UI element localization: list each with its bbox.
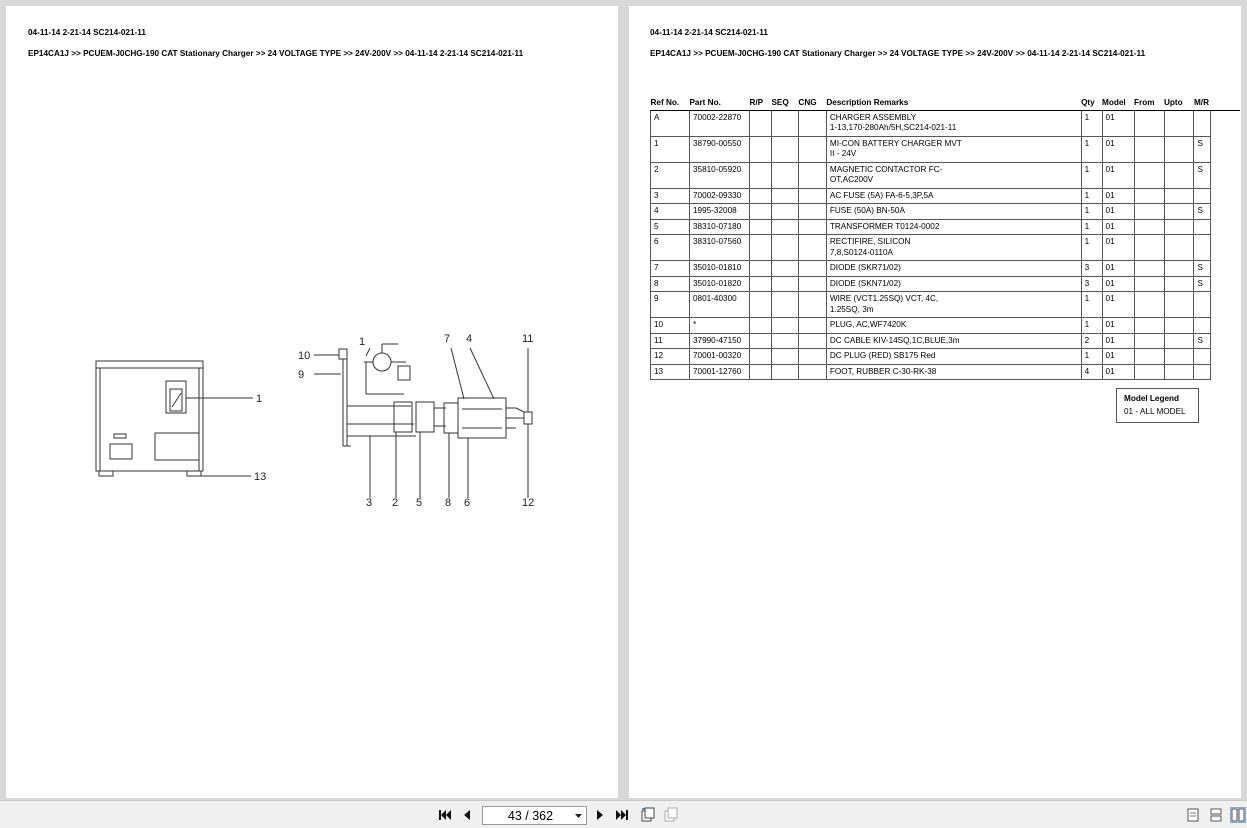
cell-rp [749, 110, 771, 136]
battery-charger-unit [373, 353, 391, 371]
cell-ref-no: 12 [651, 349, 690, 365]
cell-ref-no: 2 [651, 162, 690, 188]
cell-cng [798, 261, 826, 277]
table-row [651, 188, 1241, 204]
cell-rp [749, 276, 771, 292]
cell-mr: S [1194, 333, 1211, 349]
prev-page-icon [462, 809, 472, 821]
cell-part-no: * [689, 318, 749, 334]
cell-from [1134, 292, 1164, 318]
rotate-disabled-button[interactable] [663, 807, 679, 823]
cell-from [1134, 276, 1164, 292]
cell-model: 01 [1102, 261, 1134, 277]
cell-ref-no: 3 [651, 188, 690, 204]
table-row [651, 110, 1241, 136]
cell-seq [771, 204, 798, 220]
cell-mr [1194, 349, 1211, 365]
cell-model: 01 [1102, 292, 1134, 318]
cell-qty: 1 [1081, 235, 1102, 261]
col-header-from: From [1134, 94, 1164, 110]
table-row [651, 349, 1241, 365]
rotate-button[interactable] [640, 807, 656, 823]
cell-from [1134, 235, 1164, 261]
cell-rp [749, 261, 771, 277]
cell-qty: 1 [1081, 188, 1102, 204]
cell-description: PLUG, AC,WF7420K [826, 318, 1081, 334]
table-row [651, 204, 1241, 220]
cell-part-no: 70002-09330 [689, 188, 749, 204]
cell-description: MAGNETIC CONTACTOR FC- OT,AC200V [826, 162, 1081, 188]
cell-ref-no: 1 [651, 136, 690, 162]
table-row [651, 235, 1241, 261]
cell-description: RECTIFIRE, SILICON 7,8,S0124-0110A [826, 235, 1081, 261]
continuous-view-button[interactable] [1208, 807, 1224, 823]
continuous-view-icon [1210, 808, 1222, 822]
table-header-row [651, 94, 1241, 110]
table-row [651, 136, 1241, 162]
cell-mr: S [1194, 204, 1211, 220]
cell-model: 01 [1102, 333, 1134, 349]
single-page-view-button[interactable] [1185, 807, 1201, 823]
cell-from [1134, 318, 1164, 334]
cell-ref-no: 4 [651, 204, 690, 220]
cell-seq [771, 292, 798, 318]
col-header-upto: Upto [1164, 94, 1194, 110]
cell-model: 01 [1102, 219, 1134, 235]
cell-description: DIODE (SKR71/02) [826, 261, 1081, 277]
col-header-mr: M/R [1194, 94, 1211, 110]
cell-description: MI-CON BATTERY CHARGER MVT II - 24V [826, 136, 1081, 162]
cell-qty: 1 [1081, 318, 1102, 334]
left-page [6, 6, 618, 798]
cell-description: TRANSFORMER T0124-0002 [826, 219, 1081, 235]
col-header-seq: SEQ [771, 94, 798, 110]
cell-rp [749, 333, 771, 349]
callout-3: 3 [366, 497, 373, 509]
cell-seq [771, 162, 798, 188]
cell-mr: S [1194, 261, 1211, 277]
cell-mr: S [1194, 276, 1211, 292]
cell-cng [798, 349, 826, 365]
cell-mr [1194, 364, 1211, 380]
callout-6: 6 [464, 497, 471, 509]
cell-qty: 1 [1081, 219, 1102, 235]
cell-ref-no: 8 [651, 276, 690, 292]
legend-title: Model Legend [1124, 394, 1180, 403]
callout-4: 4 [466, 333, 473, 345]
cell-upto [1164, 333, 1194, 349]
cell-upto [1164, 349, 1194, 365]
chevron-down-icon [575, 814, 582, 818]
parts-table [650, 94, 1240, 380]
cell-ref-no: 5 [651, 219, 690, 235]
callout-9: 9 [298, 369, 305, 381]
cell-cng [798, 136, 826, 162]
charger-meter-panel [166, 381, 186, 413]
charger-exploded-diagram [6, 6, 618, 798]
table-row [651, 276, 1241, 292]
cell-seq [771, 276, 798, 292]
cell-description: DIODE (SKN71/02) [826, 276, 1081, 292]
cell-upto [1164, 235, 1194, 261]
cell-part-no: 70001-12760 [689, 364, 749, 380]
callout-5: 5 [416, 497, 423, 509]
right-page [629, 6, 1241, 798]
cell-ref-no: 9 [651, 292, 690, 318]
cell-upto [1164, 292, 1194, 318]
cell-rp [749, 162, 771, 188]
cell-ref-no: A [651, 110, 690, 136]
cell-description: DC CABLE KIV-14SQ,1C,BLUE,3m [826, 333, 1081, 349]
charger-cabinet [96, 361, 203, 471]
cell-qty: 1 [1081, 136, 1102, 162]
single-page-view-icon [1187, 808, 1199, 822]
cell-model: 01 [1102, 204, 1134, 220]
cell-from [1134, 110, 1164, 136]
col-header-part: Part No. [689, 94, 749, 110]
cell-qty: 2 [1081, 333, 1102, 349]
cell-model: 01 [1102, 318, 1134, 334]
cell-part-no: 35010-01820 [689, 276, 749, 292]
cell-upto [1164, 276, 1194, 292]
col-header-cng: CNG [798, 94, 826, 110]
cell-qty: 1 [1081, 204, 1102, 220]
table-row [651, 162, 1241, 188]
cell-part-no: 35010-01810 [689, 261, 749, 277]
next-page-button[interactable] [592, 807, 608, 823]
cell-from [1134, 364, 1164, 380]
cell-part-no: 70002-22870 [689, 110, 749, 136]
cell-mr [1194, 292, 1211, 318]
cell-description: FOOT, RUBBER C-30-RK-38 [826, 364, 1081, 380]
cell-from [1134, 204, 1164, 220]
cell-rp [749, 349, 771, 365]
cell-ref-no: 10 [651, 318, 690, 334]
cell-mr [1194, 219, 1211, 235]
cell-rp [749, 204, 771, 220]
cell-from [1134, 219, 1164, 235]
cell-from [1134, 261, 1164, 277]
table-row [651, 333, 1241, 349]
cell-rp [749, 318, 771, 334]
rectifier-bridge [458, 398, 506, 438]
rotate-disabled-icon [663, 807, 679, 823]
callout-11: 11 [522, 333, 534, 345]
cell-seq [771, 333, 798, 349]
cell-qty: 1 [1081, 162, 1102, 188]
cell-upto [1164, 364, 1194, 380]
cell-seq [771, 318, 798, 334]
cell-cng [798, 318, 826, 334]
cell-part-no: 38310-07560 [689, 235, 749, 261]
col-header-desc: Description Remarks [826, 94, 1081, 110]
cell-mr: S [1194, 136, 1211, 162]
callout-10: 10 [298, 350, 311, 362]
cell-cng [798, 276, 826, 292]
cell-rp [749, 219, 771, 235]
col-header-ref: Ref No. [651, 94, 690, 110]
callout-1: 1 [256, 393, 263, 405]
cell-model: 01 [1102, 364, 1134, 380]
cell-description: CHARGER ASSEMBLY 1-13,170-280Ah/5H,SC214-021-11 [826, 110, 1081, 136]
cell-model: 01 [1102, 110, 1134, 136]
callout-8: 8 [445, 497, 452, 509]
cell-cng [798, 110, 826, 136]
magnetic-contactor [416, 402, 434, 432]
cell-rp [749, 235, 771, 261]
cell-qty: 1 [1081, 110, 1102, 136]
cell-seq [771, 110, 798, 136]
cell-seq [771, 235, 798, 261]
cell-cng [798, 235, 826, 261]
breadcrumb-path: EP14CA1J >> PCUEM-J0CHG-190 CAT Stationary Charger >> 24 VOLTAGE TYPE >> 24V-200V >> 04-11-14 2-21-14 SC214-021-11 [28, 49, 524, 58]
cell-upto [1164, 318, 1194, 334]
cell-rp [749, 188, 771, 204]
cell-part-no: 1995-32008 [689, 204, 749, 220]
cell-seq [771, 364, 798, 380]
cell-from [1134, 349, 1164, 365]
cell-mr [1194, 110, 1211, 136]
callout-2: 2 [392, 497, 399, 509]
first-page-button[interactable] [437, 807, 453, 823]
cell-model: 01 [1102, 162, 1134, 188]
cell-part-no: 70001-00320 [689, 349, 749, 365]
cell-model: 01 [1102, 276, 1134, 292]
cell-description: DC PLUG (RED) SB175 Red [826, 349, 1081, 365]
table-row [651, 292, 1241, 318]
cell-cng [798, 188, 826, 204]
cell-qty: 1 [1081, 292, 1102, 318]
page-header-code: 04-11-14 2-21-14 SC214-021-11 [650, 28, 768, 37]
cell-ref-no: 7 [651, 261, 690, 277]
cell-part-no: 38310-07180 [689, 219, 749, 235]
next-page-icon [595, 809, 605, 821]
cell-mr [1194, 188, 1211, 204]
breadcrumb-path: EP14CA1J >> PCUEM-J0CHG-190 CAT Stationary Charger >> 24 VOLTAGE TYPE >> 24V-200V >> 04-11-14 2-21-14 SC214-021-11 [650, 49, 1146, 58]
col-header-qty: Qty [1081, 94, 1102, 110]
cell-cng [798, 364, 826, 380]
cell-upto [1164, 204, 1194, 220]
cell-part-no: 38790-00550 [689, 136, 749, 162]
cell-rp [749, 136, 771, 162]
cell-upto [1164, 162, 1194, 188]
callout-13: 13 [254, 471, 267, 483]
viewer-toolbar [0, 800, 1247, 828]
cell-cng [798, 219, 826, 235]
callout-7: 7 [444, 333, 451, 345]
cell-seq [771, 261, 798, 277]
cell-ref-no: 13 [651, 364, 690, 380]
last-page-icon [615, 809, 629, 821]
page-indicator: 43 / 362 [507, 808, 554, 823]
cell-from [1134, 188, 1164, 204]
first-page-icon [438, 809, 452, 821]
cell-part-no: 37990-47150 [689, 333, 749, 349]
last-page-button[interactable] [614, 807, 630, 823]
cell-model: 01 [1102, 188, 1134, 204]
cell-upto [1164, 219, 1194, 235]
cell-model: 01 [1102, 136, 1134, 162]
prev-page-button[interactable] [459, 807, 475, 823]
cell-from [1134, 136, 1164, 162]
cell-ref-no: 11 [651, 333, 690, 349]
table-row [651, 364, 1241, 380]
cell-rp [749, 292, 771, 318]
page-header-code: 04-11-14 2-21-14 SC214-021-11 [28, 28, 146, 37]
model-legend [1116, 388, 1199, 423]
cell-upto [1164, 136, 1194, 162]
cell-upto [1164, 261, 1194, 277]
cell-mr [1194, 235, 1211, 261]
cell-model: 01 [1102, 349, 1134, 365]
cell-seq [771, 136, 798, 162]
two-page-view-icon [1231, 808, 1245, 822]
cell-qty: 3 [1081, 261, 1102, 277]
cell-seq [771, 188, 798, 204]
legend-item: 01 - ALL MODEL [1124, 407, 1186, 416]
cell-ref-no: 6 [651, 235, 690, 261]
cell-qty: 4 [1081, 364, 1102, 380]
cell-cng [798, 204, 826, 220]
col-header-rp: R/P [749, 94, 771, 110]
cell-part-no: 0801-40300 [689, 292, 749, 318]
cell-part-no: 35810-05920 [689, 162, 749, 188]
cell-mr: S [1194, 162, 1211, 188]
cell-description: WIRE (VCT1.25SQ) VCT, 4C, 1.25SQ, 3m [826, 292, 1081, 318]
callout-12: 12 [522, 497, 535, 509]
table-row [651, 219, 1241, 235]
cell-upto [1164, 110, 1194, 136]
table-row [651, 318, 1241, 334]
page-number-select[interactable] [482, 806, 587, 825]
cell-upto [1164, 188, 1194, 204]
cell-seq [771, 349, 798, 365]
cell-cng [798, 162, 826, 188]
cell-cng [798, 333, 826, 349]
cell-qty: 1 [1081, 349, 1102, 365]
cell-description: FUSE (50A) BN-50A [826, 204, 1081, 220]
callout-1b: 1 [359, 336, 366, 348]
cell-rp [749, 364, 771, 380]
cell-mr [1194, 318, 1211, 334]
cell-qty: 3 [1081, 276, 1102, 292]
rotate-icon [640, 807, 656, 823]
table-row [651, 261, 1241, 277]
cell-cng [798, 292, 826, 318]
col-header-model: Model [1102, 94, 1134, 110]
cell-description: AC FUSE (5A) FA-6-5,3P,5A [826, 188, 1081, 204]
cell-from [1134, 333, 1164, 349]
cell-from [1134, 162, 1164, 188]
cell-seq [771, 219, 798, 235]
two-page-view-button[interactable] [1230, 807, 1246, 823]
cell-model: 01 [1102, 235, 1134, 261]
